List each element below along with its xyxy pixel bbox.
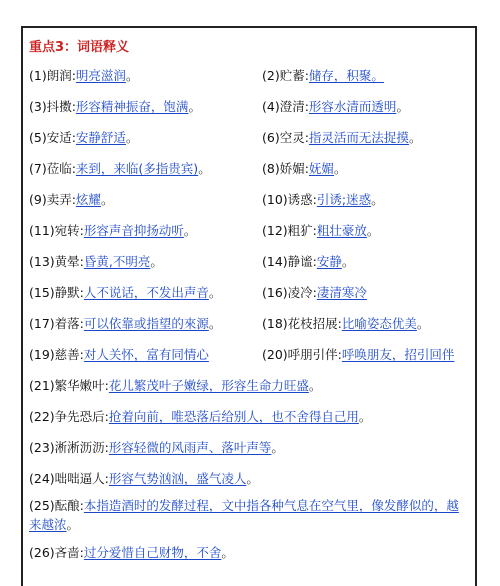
entry-2 [262, 66, 384, 84]
entry-definition: 形容声音抑扬动听 [83, 223, 184, 238]
entry-16 [262, 283, 367, 301]
entry-definition: 明亮滋润 [75, 68, 126, 83]
entry-definition: 昏黄,不明亮 [83, 254, 151, 269]
entry-term: (25)酝酿: [29, 498, 84, 513]
entry-definition: 形容水清而透明 [308, 99, 397, 114]
entry-tail: 。 [308, 378, 322, 393]
entry-definition: 形容轻微的风雨声、落叶声等 [108, 440, 272, 455]
entry-definition: 引诱;迷惑 [316, 192, 372, 207]
section-title: 重点3：词语释义 [29, 40, 130, 55]
entry-17 [29, 314, 221, 332]
entry-definition: 凄清寒冷 [316, 285, 367, 300]
entry-15 [29, 283, 221, 301]
entry-term: (9)卖弄: [29, 192, 76, 207]
entry-term: (24)咄咄逼人: [29, 471, 109, 486]
entry-term: (6)空灵: [262, 130, 309, 145]
entry-definition: 花儿繁茂叶子嫩绿，形容生命力旺盛 [108, 378, 309, 393]
entry-definition: 炫耀 [75, 192, 101, 207]
entry-tail: 。 [271, 440, 284, 455]
entry-term: (15)静默: [29, 285, 84, 300]
entry-tail: 。 [208, 285, 222, 300]
entry-definition: 安静 [316, 254, 342, 269]
entry-tail: 。 [183, 223, 197, 238]
entry-definition: 储存，积聚。 [308, 68, 384, 83]
entry-tail: 。 [246, 471, 259, 486]
entry-4 [262, 97, 409, 115]
entry-term: (17)着落: [29, 316, 84, 331]
entry-term: (1)朗润: [29, 68, 76, 83]
entry-tail: 。 [333, 161, 347, 176]
entry-tail: 。 [188, 99, 201, 114]
entry-term: (11)宛转: [29, 223, 84, 238]
entry-18 [262, 314, 429, 332]
entry-definition: 安静舒适 [75, 130, 126, 145]
entry-term: (22)争先恐后: [29, 409, 109, 424]
entry-term: (19)慈善: [29, 347, 84, 362]
entry-term: (10)诱惑: [262, 192, 317, 207]
entry-26 [29, 543, 234, 561]
entry-term: (20)呼朋引伴: [262, 347, 342, 362]
entry-term: (2)贮蓄: [262, 68, 309, 83]
entry-11 [29, 221, 196, 239]
entry-definition: 形容气势汹汹，盛气凌人 [108, 471, 247, 486]
entry-tail: 。 [341, 254, 355, 269]
entry-tail: 。 [366, 223, 380, 238]
entry-definition: 对人关怀，富有同情心 [83, 347, 209, 362]
entry-tail: 。 [125, 130, 139, 145]
entry-14 [262, 252, 354, 270]
entry-tail: 。 [150, 254, 163, 269]
entry-24 [29, 469, 259, 487]
entry-term: (23)淅淅沥沥: [29, 440, 109, 455]
entry-6 [262, 128, 421, 146]
entry-3 [29, 97, 201, 115]
entry-term: (12)粗犷: [262, 223, 317, 238]
entry-7 [29, 159, 211, 177]
entry-tail: 。 [358, 409, 372, 424]
entry-tail: 。 [371, 192, 384, 207]
entry-tail: 。 [221, 545, 234, 560]
entry-definition: 指灵活而无法捉摸 [308, 130, 409, 145]
entry-tail: 。 [100, 192, 114, 207]
entry-term: (8)娇媚: [262, 161, 309, 176]
entry-20 [262, 345, 454, 363]
entry-term: (13)黄晕: [29, 254, 84, 269]
entry-definition: 呼唤朋友，招引回伴 [341, 347, 455, 362]
entry-tail: 。 [416, 316, 430, 331]
entry-term: (5)安适: [29, 130, 76, 145]
entry-tail: 。 [198, 161, 211, 176]
entry-21 [29, 376, 321, 394]
entry-8 [262, 159, 346, 177]
entry-tail: 。 [125, 68, 139, 83]
entry-tail: 。 [208, 316, 222, 331]
entry-term: (7)莅临: [29, 161, 76, 176]
entry-19 [29, 345, 209, 363]
entry-term: (18)花枝招展: [262, 316, 342, 331]
entry-tail: 。 [66, 517, 80, 532]
entry-tail: 。 [396, 99, 409, 114]
entry-9 [29, 190, 113, 208]
entry-definition: 可以依靠或指望的來源 [83, 316, 209, 331]
entry-12 [262, 221, 379, 239]
entry-term: (4)澄清: [262, 99, 309, 114]
entry-definition: 粗壮豪放 [316, 223, 367, 238]
entry-10 [262, 190, 384, 208]
entry-1 [29, 66, 138, 84]
entry-term: (21)繁华嫩叶: [29, 378, 109, 393]
entry-tail: 。 [408, 130, 422, 145]
entry-23 [29, 438, 284, 456]
entry-13 [29, 252, 163, 270]
entry-definition: 比喻姿态优美 [341, 316, 417, 331]
entry-5 [29, 128, 138, 146]
entry-definition: 过分爱惜自己财物，不舍 [83, 545, 222, 560]
entry-term: (26)吝啬: [29, 545, 84, 560]
entry-term: (14)静谧: [262, 254, 317, 269]
entry-term: (3)抖擞: [29, 99, 76, 114]
entry-term: (16)凌冷: [262, 285, 317, 300]
entry-definition: 本指造酒时的发酵过程，文中指各种气息在空气里，像发酵似的，越来越浓 [29, 498, 459, 532]
entry-25 [29, 496, 469, 534]
entry-definition: 抢着向前，唯恐落后给别人，也不舍得自己用 [108, 409, 359, 424]
entry-definition: 人不说话，不发出声音 [83, 285, 209, 300]
entry-definition: 来到，来临(多指贵宾) [75, 161, 199, 176]
entry-definition: 形容精神振奋，饱满 [75, 99, 189, 114]
entry-22 [29, 407, 371, 425]
entry-definition: 妩媚 [308, 161, 334, 176]
